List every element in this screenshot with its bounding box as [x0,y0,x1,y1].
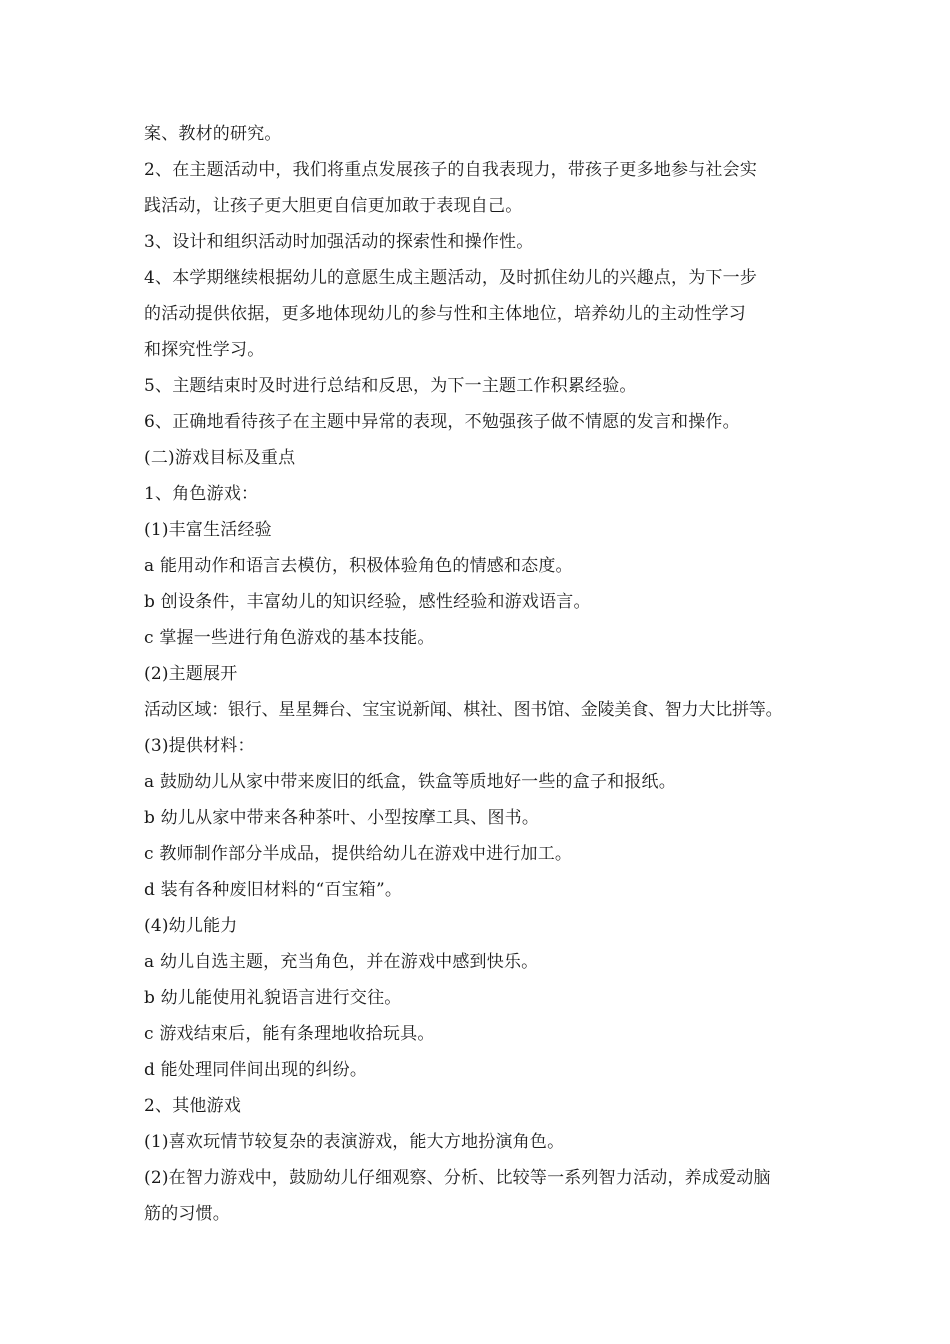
text-line: 6、正确地看待孩子在主题中异常的表现，不勉强孩子做不情愿的发言和操作。 [144,412,740,432]
list-item: b 幼儿从家中带来各种茶叶、小型按摩工具、图书。 [144,808,540,828]
subsection-heading: 1、角色游戏： [144,484,259,504]
document-body [144,116,816,1232]
list-item: b 幼儿能使用礼貌语言进行交往。 [144,988,402,1008]
text-line: (2)在智力游戏中，鼓励幼儿仔细观察、分析、比较等一系列智力活动，养成爱动脑 [144,1168,771,1188]
list-item: c 掌握一些进行角色游戏的基本技能。 [144,628,435,648]
list-item: a 鼓励幼儿从家中带来废旧的纸盒，铁盒等质地好一些的盒子和报纸。 [144,772,676,792]
text-line: 践活动，让孩子更大胆更自信更加敢于表现自己。 [144,196,523,216]
list-item: a 能用动作和语言去模仿，积极体验角色的情感和态度。 [144,556,573,576]
text-line: 3、设计和组织活动时加强活动的探索性和操作性。 [144,232,534,252]
item-heading: (2)主题展开 [144,664,238,684]
list-item: b 创设条件，丰富幼儿的知识经验，感性经验和游戏语言。 [144,592,591,612]
subsection-heading: 2、其他游戏 [144,1096,242,1116]
text-line: 活动区域：银行、星星舞台、宝宝说新闻、棋社、图书馆、金陵美食、智力大比拼等。 [144,700,783,720]
item-heading: (1)丰富生活经验 [144,520,272,540]
list-item: c 游戏结束后，能有条理地收拾玩具。 [144,1024,435,1044]
text-line: 5、主题结束时及时进行总结和反思，为下一主题工作积累经验。 [144,376,637,396]
text-line: 案、教材的研究。 [144,124,282,144]
section-heading: (二)游戏目标及重点 [144,448,296,468]
text-line: 筋的习惯。 [144,1204,230,1224]
list-item: d 装有各种废旧材料的“百宝箱”。 [144,880,403,900]
item-heading: (4)幼儿能力 [144,916,238,936]
list-item: c 教师制作部分半成品，提供给幼儿在游戏中进行加工。 [144,844,573,864]
list-item: d 能处理同伴间出现的纠纷。 [144,1060,368,1080]
text-line: (1)喜欢玩情节较复杂的表演游戏，能大方地扮演角色。 [144,1132,565,1152]
text-line: 4、本学期继续根据幼儿的意愿生成主题活动，及时抓住幼儿的兴趣点，为下一步 [144,268,758,288]
text-line: 的活动提供依据，更多地体现幼儿的参与性和主体地位，培养幼儿的主动性学习 [144,304,746,324]
text-line: 2、在主题活动中，我们将重点发展孩子的自我表现力，带孩子更多地参与社会实 [144,160,758,180]
text-line: 和探究性学习。 [144,340,265,360]
item-heading: (3)提供材料： [144,736,255,756]
list-item: a 幼儿自选主题，充当角色，并在游戏中感到快乐。 [144,952,539,972]
